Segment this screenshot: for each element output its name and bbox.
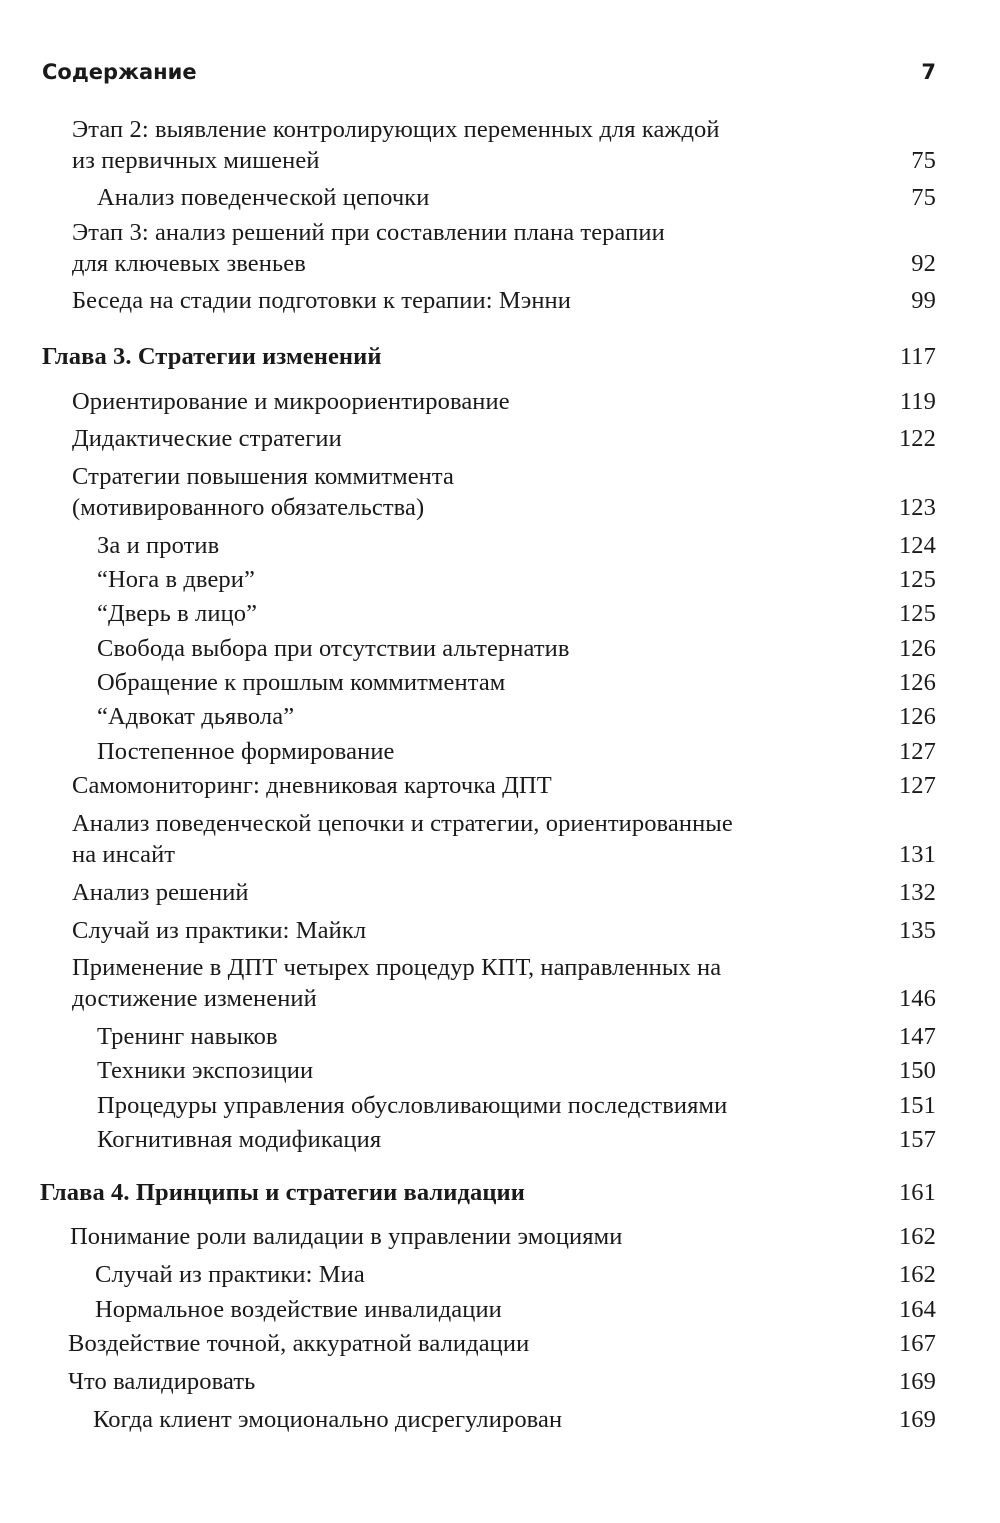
page-title: Содержание xyxy=(42,60,197,84)
toc-entry-page: 162 xyxy=(898,1261,936,1288)
toc-entry xyxy=(97,564,936,595)
toc-entry xyxy=(93,1404,936,1435)
toc-entry-page: 123 xyxy=(898,494,936,521)
toc-entry-page: 127 xyxy=(898,738,936,765)
toc-entry-page: 135 xyxy=(898,917,936,944)
toc-entry xyxy=(95,1294,936,1325)
toc-entry-title: Стратегии повышения коммитмента (мотивированного обязательства) xyxy=(72,463,454,521)
toc-entry-page: 119 xyxy=(899,388,936,415)
toc-entry-page: 125 xyxy=(898,566,936,593)
toc-entry xyxy=(97,598,936,629)
toc-entry xyxy=(72,915,936,946)
toc-entry xyxy=(72,770,936,801)
toc-entry-title: Беседа на стадии подготовки к терапии: Мэнни xyxy=(72,287,571,314)
toc-entry-page: 164 xyxy=(898,1296,936,1323)
toc-entry-title: “Адвокат дьявола” xyxy=(97,703,295,730)
toc-entry-title: Тренинг навыков xyxy=(97,1023,278,1050)
toc-entry-page: 99 xyxy=(911,287,936,314)
toc-entry-page: 75 xyxy=(911,147,936,174)
toc-entry-page: 167 xyxy=(898,1330,936,1357)
toc-entry-page: 117 xyxy=(899,343,936,370)
toc-chapter-title: Глава 3. Стратегии изменений xyxy=(42,343,382,370)
toc-entry xyxy=(72,423,936,454)
toc-entry xyxy=(72,952,936,1014)
toc-entry xyxy=(72,386,936,417)
toc-entry-title: Анализ поведенческой цепочки xyxy=(97,184,430,211)
toc-entry-title: Что валидировать xyxy=(68,1368,256,1395)
toc-entry-title: “Нога в двери” xyxy=(97,566,255,593)
toc-entry-title: Воздействие точной, аккуратной валидации xyxy=(68,1330,530,1357)
toc-entry xyxy=(97,182,936,213)
toc-entry xyxy=(72,114,936,176)
toc-entry-title: “Дверь в лицо” xyxy=(97,600,258,627)
toc-entry-title: Применение в ДПТ четырех процедур КПТ, направленных на достижение изменений xyxy=(72,954,722,1012)
toc-entry-title: Процедуры управления обусловливающими последствиями xyxy=(97,1092,728,1119)
toc-entry xyxy=(97,1055,936,1086)
toc-entry-page: 126 xyxy=(898,669,936,696)
toc-entry-page: 122 xyxy=(898,425,936,452)
toc-entry-title: За и против xyxy=(97,532,220,559)
toc-entry-title: Когда клиент эмоционально дисрегулирован xyxy=(93,1406,563,1433)
toc-entry-page: 150 xyxy=(898,1057,936,1084)
toc-entry-title: Дидактические стратегии xyxy=(72,425,342,452)
toc-entry-title: Нормальное воздействие инвалидации xyxy=(95,1296,502,1323)
toc-entry-title: Ориентирование и микроориентирование xyxy=(72,388,510,415)
toc-entry-page: 161 xyxy=(898,1179,936,1206)
toc-entry-title: Случай из практики: Миа xyxy=(95,1261,365,1288)
toc-entry xyxy=(72,808,936,870)
toc-entry-page: 147 xyxy=(898,1023,936,1050)
toc-entry-page: 126 xyxy=(898,703,936,730)
toc-entry-page: 146 xyxy=(898,985,936,1012)
toc-entry xyxy=(72,877,936,908)
toc-entry xyxy=(97,530,936,561)
toc-entry-page: 162 xyxy=(898,1223,936,1250)
toc-entry-page: 124 xyxy=(898,532,936,559)
toc-entry-title: Обращение к прошлым коммитментам xyxy=(97,669,506,696)
toc-entry xyxy=(70,1221,936,1252)
toc-entry-page: 131 xyxy=(898,841,936,868)
toc-chapter-title: Глава 4. Принципы и стратегии валидации xyxy=(40,1179,525,1206)
toc-chapter xyxy=(42,341,936,372)
toc-entry xyxy=(97,701,936,732)
toc-entry xyxy=(72,461,936,523)
toc-entry-page: 92 xyxy=(911,250,936,277)
toc-entry-title: Анализ решений xyxy=(72,879,249,906)
toc-entry xyxy=(68,1328,936,1359)
toc-entry-title: Понимание роли валидации в управлении эмоциями xyxy=(70,1223,623,1250)
toc-entry xyxy=(97,1021,936,1052)
toc-entry-title: Свобода выбора при отсутствии альтернатив xyxy=(97,635,570,662)
toc-entry-page: 169 xyxy=(898,1406,936,1433)
toc-entry-page: 125 xyxy=(898,600,936,627)
toc-entry-page: 151 xyxy=(898,1092,936,1119)
toc-entry-title: Техники экспозиции xyxy=(97,1057,314,1084)
toc-chapter xyxy=(40,1177,936,1208)
toc-entry-page: 127 xyxy=(898,772,936,799)
toc-entry xyxy=(68,1366,936,1397)
toc-entry-title: Самомониторинг: дневниковая карточка ДПТ xyxy=(72,772,552,799)
toc-entry xyxy=(97,667,936,698)
toc-entry xyxy=(72,217,936,279)
toc-entry xyxy=(97,633,936,664)
toc-entry-title: Этап 2: выявление контролирующих переменных для каждой из первичных мишеней xyxy=(72,116,720,174)
toc-entry xyxy=(95,1259,936,1290)
toc-entry-page: 75 xyxy=(911,184,936,211)
toc-entry xyxy=(97,1090,936,1121)
toc-entry-title: Этап 3: анализ решений при составлении плана терапии для ключевых звеньев xyxy=(72,219,665,277)
toc-entry-page: 126 xyxy=(898,635,936,662)
toc-entry-title: Когнитивная модификация xyxy=(97,1126,382,1153)
toc-entry-title: Постепенное формирование xyxy=(97,738,395,765)
running-head xyxy=(42,60,936,90)
toc-entry-title: Случай из практики: Майкл xyxy=(72,917,367,944)
toc-entry xyxy=(97,1124,936,1155)
toc-entry xyxy=(72,285,936,316)
toc-entry-page: 132 xyxy=(898,879,936,906)
page-number: 7 xyxy=(921,60,936,84)
toc-entry-page: 157 xyxy=(898,1126,936,1153)
toc-entry xyxy=(97,736,936,767)
toc-entry-page: 169 xyxy=(898,1368,936,1395)
toc-entry-title: Анализ поведенческой цепочки и стратегии, ориентированные на инсайт xyxy=(72,810,733,868)
